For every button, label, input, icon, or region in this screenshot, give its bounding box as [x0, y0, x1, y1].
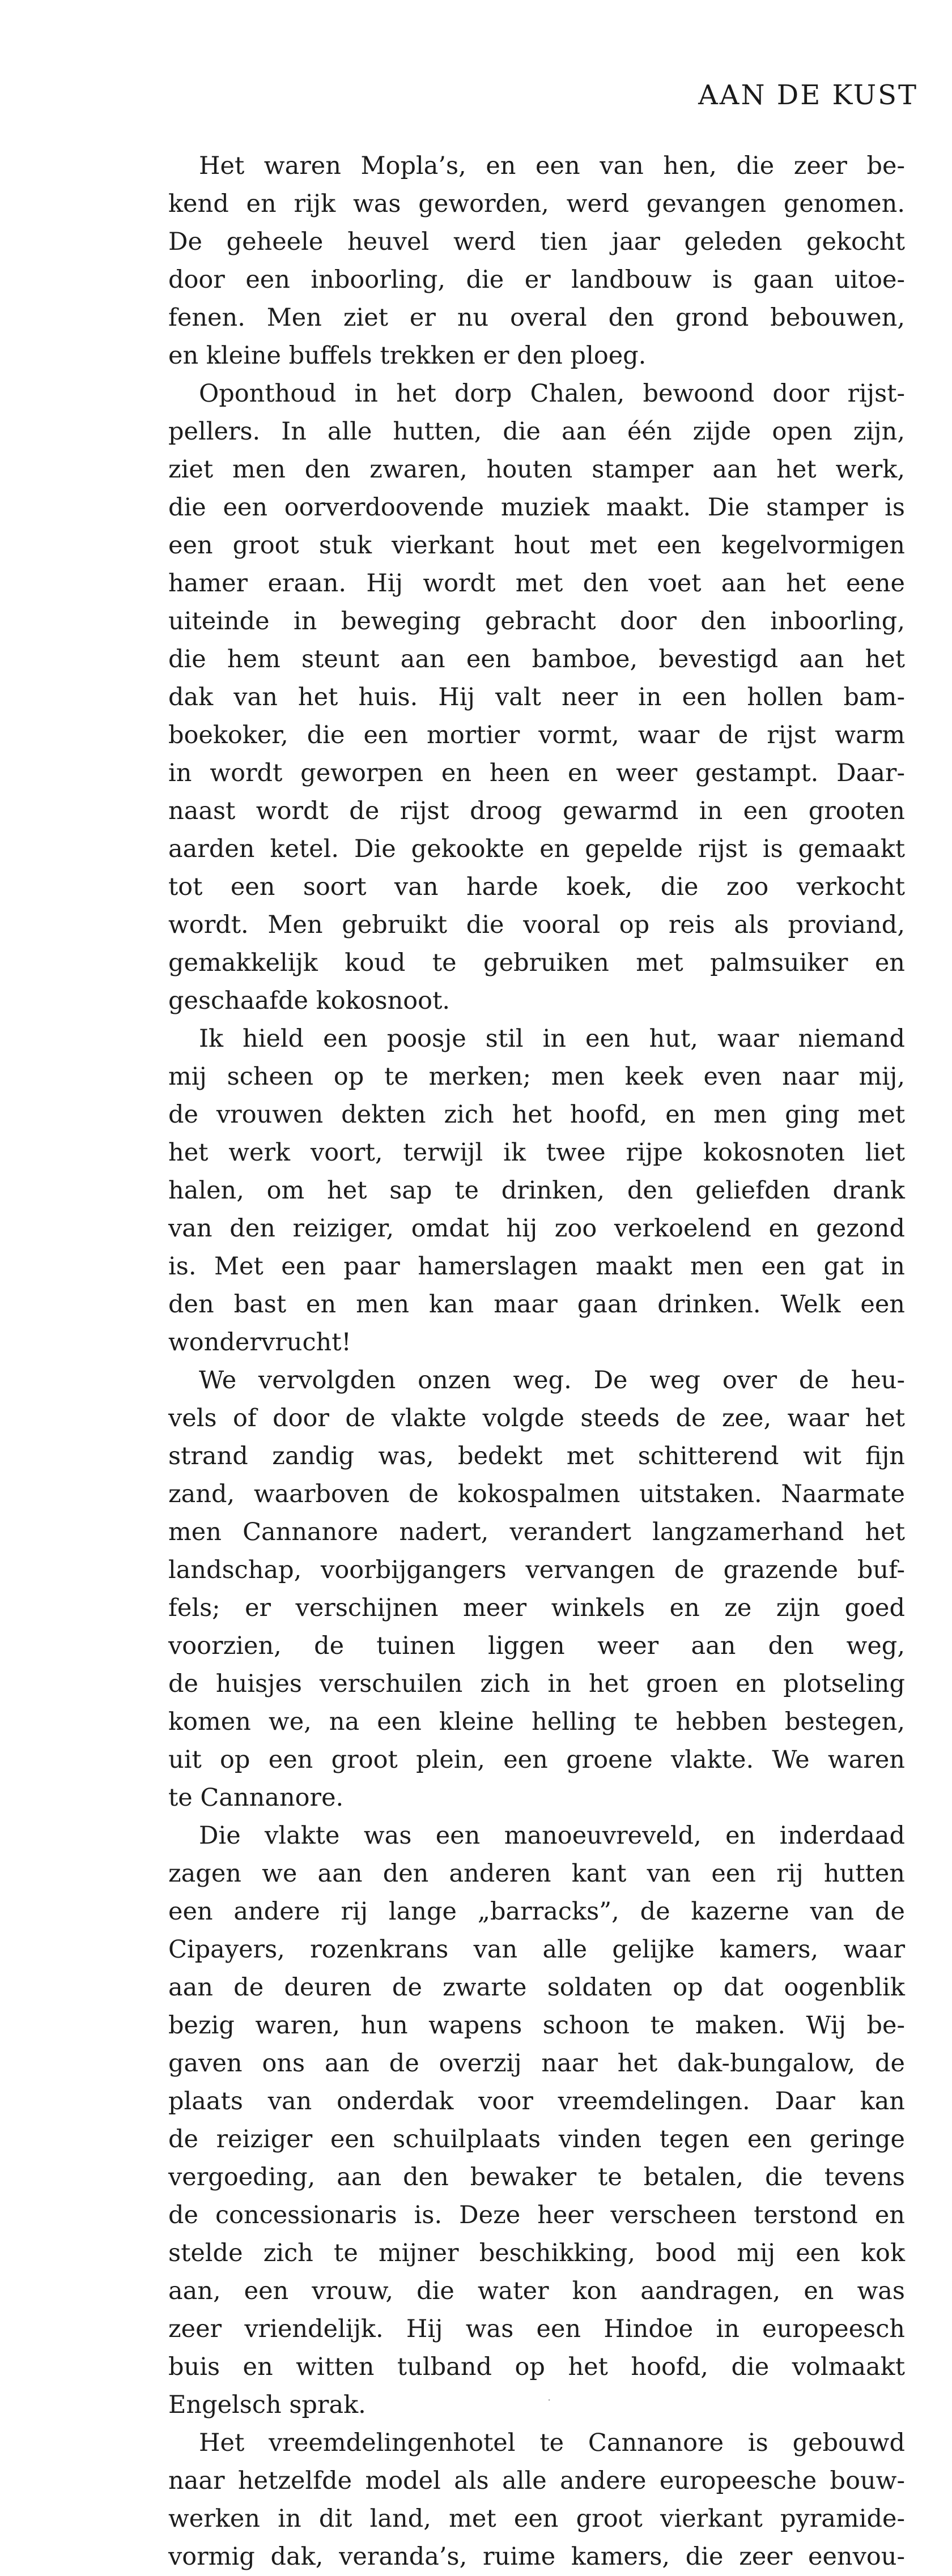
text-line: Die vlakte was een manoeuvreveld, en inderdaad — [199, 1822, 905, 1850]
text-line: aarden ketel. Die gekookte en gepelde rijst is gemaakt — [168, 835, 905, 863]
body-text — [168, 147, 905, 2576]
text-line: aan de deuren de zwarte soldaten op dat oogenblik — [168, 1973, 905, 2002]
text-line: plaats van onderdak voor vreemdelingen. Daar kan — [168, 2087, 905, 2116]
text-line: gemakkelijk koud te gebruiken met palmsuiker en — [168, 949, 905, 977]
text-line: zand, waarboven de kokospalmen uitstaken. Naarmate — [168, 1480, 905, 1508]
text-line: en kleine buffels trekken er den ploeg. — [168, 342, 647, 370]
paragraph — [168, 375, 905, 1020]
text-line: bezig waren, hun wapens schoon te maken. Wij be- — [168, 2011, 905, 2040]
text-line: wordt. Men gebruikt die vooral op reis als proviand, — [168, 911, 905, 939]
text-line: een andere rij lange „barracks”, de kazerne van de — [168, 1897, 905, 1926]
text-line: die een oorverdoovende muziek maakt. Die stamper is — [168, 493, 905, 522]
text-line: fenen. Men ziet er nu overal den grond bebouwen, — [168, 304, 905, 332]
text-line: naast wordt de rijst droog gewarmd in een grooten — [168, 797, 905, 825]
text-line: aan, een vrouw, die water kon aandragen, en was — [168, 2277, 905, 2305]
text-line: pellers. In alle hutten, die aan één zijde open zijn, — [168, 417, 905, 446]
text-line: ziet men den zwaren, houten stamper aan het werk, — [168, 455, 905, 484]
text-line: Engelsch sprak. — [168, 2391, 366, 2419]
text-line: hamer eraan. Hij wordt met den voet aan het eene — [168, 569, 905, 598]
text-line: strand zandig was, bedekt met schitterend wit fijn — [168, 1442, 905, 1470]
text-line: de vrouwen dekten zich het hoofd, en men ging met — [168, 1101, 905, 1129]
paragraph — [168, 1362, 905, 1817]
text-line: het werk voort, terwijl ik twee rijpe kokosnoten liet — [168, 1138, 905, 1167]
text-line: boekoker, die een mortier vormt, waar de rijst warm — [168, 721, 905, 749]
paragraph — [168, 1020, 905, 1362]
text-line: is. Met een paar hamerslagen maakt men een gat in — [168, 1252, 905, 1281]
text-line: kend en rijk was geworden, werd gevangen genomen. — [168, 190, 905, 218]
text-line: fels; er verschijnen meer winkels en ze zijn goed — [168, 1594, 905, 1622]
text-line: stelde zich te mijner beschikking, bood mij een kok — [168, 2239, 905, 2267]
text-line: tot een soort van harde koek, die zoo verkocht — [168, 873, 905, 901]
text-line: komen we, na een kleine helling te hebben bestegen, — [168, 1708, 905, 1736]
text-line: Oponthoud in het dorp Chalen, bewoond door rijst- — [199, 379, 905, 408]
text-line: voorzien, de tuinen liggen weer aan den weg, — [168, 1632, 905, 1660]
text-line: halen, om het sap te drinken, den geliefden drank — [168, 1176, 905, 1205]
paragraph — [168, 147, 905, 375]
text-line: landschap, voorbijgangers vervangen de grazende buf- — [168, 1556, 905, 1584]
text-line: een groot stuk vierkant hout met een kegelvormigen — [168, 531, 905, 560]
page-speck: · — [547, 2393, 551, 2407]
text-line: Het vreemdelingenhotel te Cannanore is gebouwd — [199, 2429, 905, 2457]
text-line: Ik hield een poosje stil in een hut, waar niemand — [199, 1025, 905, 1053]
text-line: te Cannanore. — [168, 1784, 344, 1812]
text-line: Het waren Mopla’s, en een van hen, die zeer be- — [199, 152, 905, 180]
paragraph — [168, 1817, 905, 2424]
text-line: dak van het huis. Hij valt neer in een hollen bam- — [168, 683, 905, 711]
running-head: AAN DE KUST — [698, 79, 918, 111]
text-line: vergoeding, aan den bewaker te betalen, die tevens — [168, 2163, 905, 2191]
text-line: de reiziger een schuilplaats vinden tegen een geringe — [168, 2125, 905, 2153]
text-line: mij scheen op te merken; men keek even naar mij, — [168, 1063, 905, 1091]
text-line: de concessionaris is. Deze heer verscheen terstond en — [168, 2201, 905, 2229]
text-line: door een inboorling, die er landbouw is gaan uitoe- — [168, 266, 905, 294]
text-line: uit op een groot plein, een groene vlakte. We waren — [168, 1746, 905, 1774]
text-line: vels of door de vlakte volgde steeds de zee, waar het — [168, 1404, 905, 1432]
text-line: den bast en men kan maar gaan drinken. Welk een — [168, 1290, 905, 1319]
text-line: geschaafde kokosnoot. — [168, 987, 450, 1015]
text-line: van den reiziger, omdat hij zoo verkoelend en gezond — [168, 1214, 905, 1243]
text-line: uiteinde in beweging gebracht door den inboorling, — [168, 607, 905, 636]
text-line: zagen we aan den anderen kant van een rij hutten — [168, 1860, 905, 1888]
text-line: die hem steunt aan een bamboe, bevestigd aan het — [168, 645, 905, 673]
text-line: naar hetzelfde model als alle andere europeesche bouw- — [168, 2467, 905, 2495]
text-line: zeer vriendelijk. Hij was een Hindoe in europeesch — [168, 2315, 905, 2343]
text-line: vormig dak, veranda’s, ruime kamers, die zeer eenvou- — [168, 2543, 905, 2571]
text-line: in wordt geworpen en heen en weer gestampt. Daar- — [168, 759, 905, 787]
text-line: gaven ons aan de overzij naar het dak-bungalow, de — [168, 2049, 905, 2078]
text-line: De geheele heuvel werd tien jaar geleden gekocht — [168, 228, 905, 256]
text-line: men Cannanore nadert, verandert langzamerhand het — [168, 1518, 905, 1546]
text-line: werken in dit land, met een groot vierkant pyramide- — [168, 2505, 905, 2533]
text-line: We vervolgden onzen weg. De weg over de heu- — [199, 1366, 905, 1394]
text-line: wondervrucht! — [168, 1328, 351, 1357]
text-line: buis en witten tulband op het hoofd, die volmaakt — [168, 2353, 905, 2381]
text-line: Cipayers, rozenkrans van alle gelijke kamers, waar — [168, 1935, 905, 1964]
text-line: de huisjes verschuilen zich in het groen en plotseling — [168, 1670, 905, 1698]
paragraph — [168, 2424, 905, 2576]
